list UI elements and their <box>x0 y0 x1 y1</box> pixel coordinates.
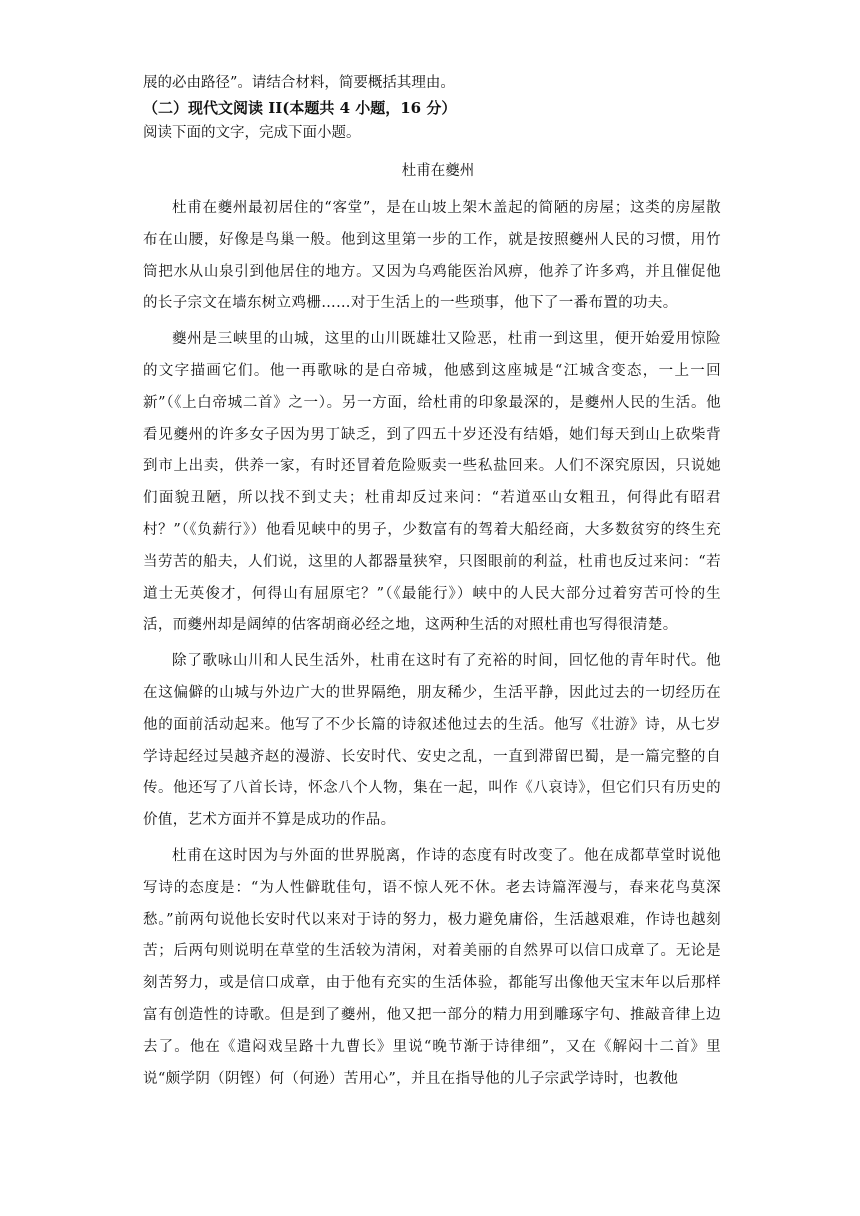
previous-question-tail: 展的必由路径”。请结合材料，简要概括其理由。 <box>143 75 455 91</box>
section-title: （二）现代文阅读 II(本题共 4 小题，16 分） <box>143 99 457 117</box>
article-paragraph-4: 杜甫在这时因为与外面的世界脱离，作诗的态度有时改变了。他在成都草堂时说他写诗的态度是：“为人性僻耽佳句，语不惊人死不休。老去诗篇浑漫与，春来花鸟莫深愁。”前两句说他长安时代以来对于诗的努力，极力避免庸俗，生活越艰难，作诗也越刻苦；后两句则说明在草堂的生活较为清闲，对着美丽的自然界可以信口成章了。无论是刻苦努力，或是信口成章，由于他有充实的生活体验，都能写出像他天宝末年以后那样富有创造性的诗歌。但是到了夔州，他又把一部分的精力用到雕琢字句、推敲音律上边去了。他在《遣闷戏呈路十九曹长》里说“晚节渐于诗律细”，又在《解闷十二首》里说“颇学阴（阴铿）何（何逊）苦用心”，并且在指导他的儿子宗武学诗时，也教他 <box>143 847 721 1087</box>
section-instruction: 阅读下面的文字，完成下面小题。 <box>143 125 361 141</box>
article-paragraph-2: 夔州是三峡里的山城，这里的山川既雄壮又险恶，杜甫一到这里，便开始爱用惊险的文字描画它们。他一再歌咏的是白帝城，他感到这座城是“江城含变态，一上一回新”（《上白帝城二首》之一）。另一方面，给杜甫的印象最深的，是夔州人民的生活。他看见夔州的许多女子因为男丁缺乏，到了四五十岁还没有结婚，她们每天到山上砍柴背到市上出卖，供养一家，有时还冒着危险贩卖一些私盐回来。人们不深究原因，只说她们面貌丑陋，所以找不到丈夫；杜甫却反过来问：“若道巫山女粗丑，何得此有昭君村？”（《负薪行》）他看见峡中的男子，少数富有的驾着大船经商，大多数贫穷的终生充当劳苦的船夫，人们说，这里的人都器量狭窄，只图眼前的利益，杜甫也反过来问：“若道士无英俊才，何得山有屈原宅？”（《最能行》）峡中的人民大部分过着穷苦可怜的生活，而夔州却是阔绰的估客胡商必经之地，这两种生活的对照杜甫也写得很清楚。 <box>143 331 721 634</box>
document-page <box>143 72 721 1095</box>
article-paragraph-3: 除了歌咏山川和人民生活外，杜甫在这时有了充裕的时间，回忆他的青年时代。他在这偏僻的山城与外边广大的世界隔绝，朋友稀少，生活平静，因此过去的一切经历在他的面前活动起来。他写了不少长篇的诗叙述他过去的生活。他写《壮游》诗，从七岁学诗起经过吴越齐赵的漫游、长安时代、安史之乱，一直到滞留巴蜀，是一篇完整的自传。他还写了八首长诗，怀念八个人物，集在一起，叫作《八哀诗》，但它们只有历史的价值，艺术方面并不算是成功的作品。 <box>143 653 721 829</box>
article-title: 杜甫在夔州 <box>401 163 475 179</box>
article-paragraph-1: 杜甫在夔州最初居住的“客堂”，是在山坡上架木盖起的简陋的房屋；这类的房屋散布在山腰，好像是鸟巢一般。他到这里第一步的工作，就是按照夔州人民的习惯，用竹筒把水从山泉引到他居住的地方。又因为乌鸡能医治风痹，他养了许多鸡，并且催促他的长子宗文在墙东树立鸡栅……对于生活上的一些琐事，他下了一番布置的功夫。 <box>143 200 721 312</box>
